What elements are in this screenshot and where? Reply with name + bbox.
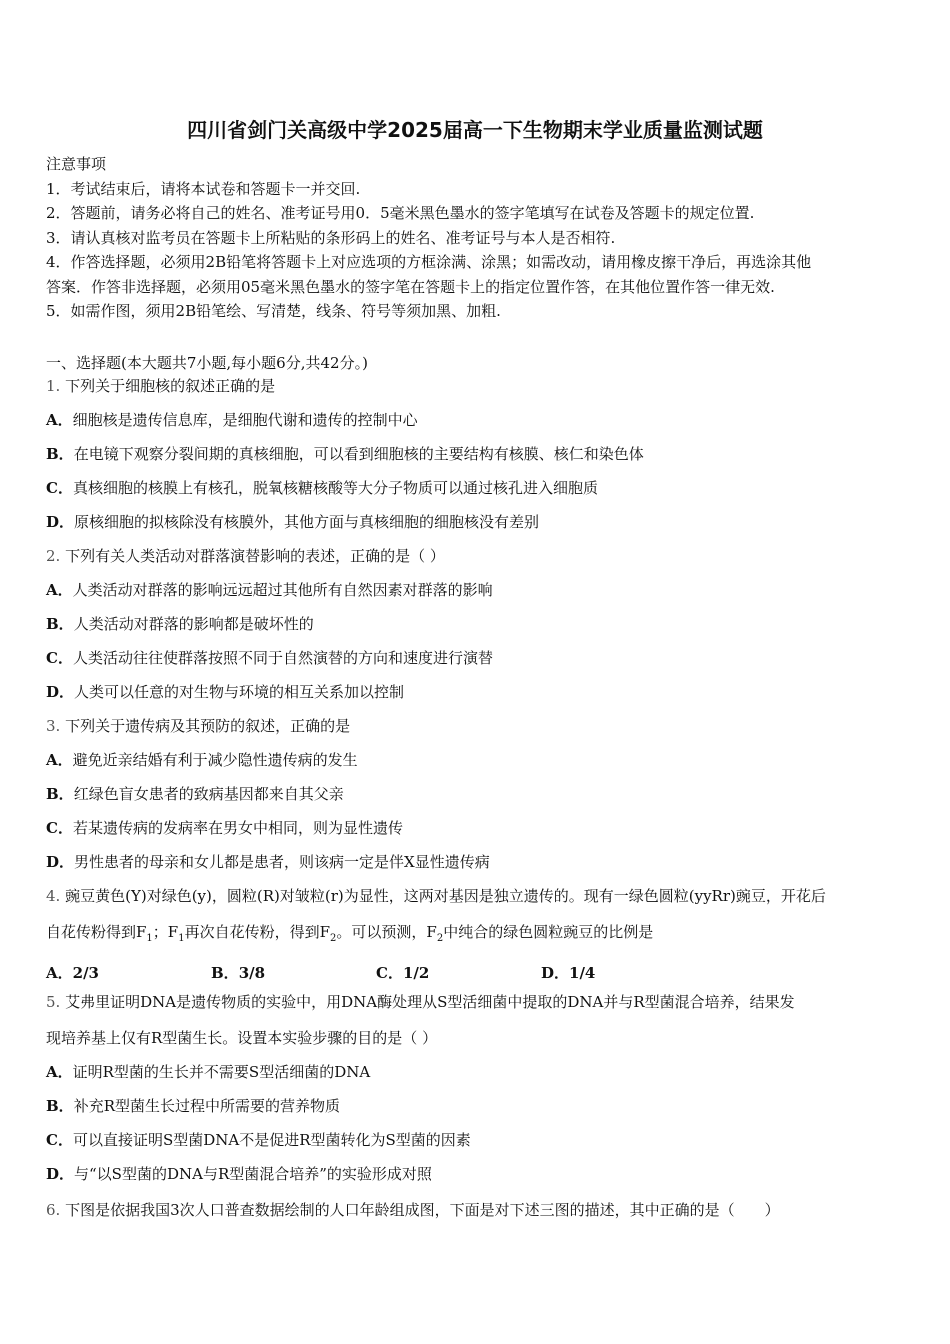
- stem-fragment: 再次自花传粉，得到F: [184, 923, 331, 941]
- option-b: [46, 612, 916, 636]
- option-text: 3/8: [238, 964, 266, 982]
- question-text: 下列有关人类活动对群落演替影响的表述，正确的是（ ）: [65, 547, 445, 565]
- option-a: [46, 578, 916, 602]
- subscript: 1: [146, 933, 153, 944]
- question-stem-continued: [46, 920, 916, 951]
- subscript: 1: [178, 933, 185, 944]
- stem-fragment: 中纯合的绿色圆粒豌豆的比例是: [443, 923, 654, 941]
- question-text: 下列关于细胞核的叙述正确的是: [65, 377, 276, 395]
- option-letter: C．: [46, 479, 73, 497]
- option-c: [46, 476, 916, 500]
- stem-fragment: 自花传粉得到F: [46, 923, 147, 941]
- option-letter: C．: [46, 819, 73, 837]
- option-c: [46, 1128, 916, 1152]
- question-number: 6.: [46, 1201, 61, 1219]
- option-letter: B．: [46, 615, 74, 633]
- stem-fragment: 。可以预测，F: [336, 923, 437, 941]
- notes-section: [46, 152, 916, 324]
- option-a: [46, 748, 916, 772]
- option-text: 男性患者的母亲和女儿都是患者，则该病一定是伴X显性遗传病: [74, 853, 490, 871]
- option-a: [46, 1060, 916, 1084]
- option-letter: D．: [541, 964, 570, 982]
- question-number: 2.: [46, 547, 61, 565]
- option-text: 细胞核是遗传信息库，是细胞代谢和遗传的控制中心: [72, 411, 418, 429]
- note-item: 3．请认真核对监考员在答题卡上所粘贴的条形码上的姓名、准考证号与本人是否相符.: [46, 228, 616, 247]
- option-letter: C．: [46, 649, 73, 667]
- option-b: [46, 1094, 916, 1118]
- option-text: 红绿色盲女患者的致病基因都来自其父亲: [73, 785, 344, 803]
- options-row: [46, 961, 916, 985]
- page-title: 四川省剑门关高级中学2025届高一下生物期末学业质量监测试题: [187, 118, 763, 142]
- note-item: 答案．作答非选择题，必须用05毫米黑色墨水的签字笔在答题卡上的指定位置作答，在其他位置作答一律无效.: [46, 277, 775, 296]
- option-letter: A．: [46, 964, 73, 982]
- option-c: [376, 961, 541, 985]
- question-4: [46, 884, 916, 985]
- question-number: 4.: [46, 887, 61, 905]
- option-text: 与“以S型菌的DNA与R型菌混合培养”的实验形成对照: [74, 1165, 432, 1183]
- question-6: [46, 1198, 916, 1222]
- question-1: [46, 374, 916, 534]
- option-text: 人类活动对群落的影响远远超过其他所有自然因素对群落的影响: [72, 581, 493, 599]
- question-text: 下图是依据我国3次人口普查数据绘制的人口年龄组成图，下面是对下述三图的描述，其中正确的是（ ）: [65, 1201, 780, 1219]
- option-letter: B．: [211, 964, 239, 982]
- question-text: 豌豆黄色(Y)对绿色(y)，圆粒(R)对皱粒(r)为显性，这两对基因是独立遗传的。现有一绿色圆粒(yyRr)豌豆，开花后: [65, 887, 826, 905]
- question-stem: [46, 544, 916, 568]
- note-item: 1．考试结束后，请将本试卷和答题卡一并交回.: [46, 179, 361, 198]
- question-3: [46, 714, 916, 874]
- question-stem: [46, 714, 916, 738]
- option-d: [541, 961, 706, 985]
- option-letter: C．: [46, 1131, 73, 1149]
- option-letter: D．: [46, 683, 75, 701]
- option-letter: A．: [46, 751, 73, 769]
- note-item: 5．如需作图，须用2B铅笔绘、写清楚，线条、符号等须加黑、加粗.: [46, 302, 501, 320]
- option-text: 1/2: [402, 964, 430, 982]
- question-5: [46, 990, 916, 1186]
- option-letter: B．: [46, 785, 74, 803]
- option-text: 1/4: [569, 964, 596, 982]
- note-item: 2．答题前，请务必将自己的姓名、准考证号用0．5毫米黑色墨水的签字笔填写在试卷及答题卡的规定位置.: [46, 204, 755, 222]
- option-c: [46, 646, 916, 670]
- subscript: 2: [436, 933, 444, 944]
- stem-fragment: ；F: [152, 923, 179, 941]
- note-item: 4．作答选择题，必须用2B铅笔将答题卡上对应选项的方框涂满、涂黑；如需改动，请用橡皮擦干净后，再选涂其他: [46, 253, 812, 271]
- option-a: [46, 961, 211, 985]
- option-d: [46, 680, 916, 704]
- section-heading: 一、选择题(本大题共7小题,每小题6分,共42分。): [46, 354, 368, 372]
- option-letter: D．: [46, 513, 75, 531]
- option-text: 人类活动往往使群落按照不同于自然演替的方向和速度进行演替: [72, 649, 493, 667]
- option-a: [46, 408, 916, 432]
- option-letter: A．: [46, 581, 73, 599]
- option-d: [46, 510, 916, 534]
- option-text: 在电镜下观察分裂间期的真核细胞，可以看到细胞核的主要结构有核膜、核仁和染色体: [73, 445, 644, 463]
- question-stem: [46, 1198, 916, 1222]
- question-number: 1.: [46, 377, 61, 395]
- option-letter: A．: [46, 1063, 73, 1081]
- option-d: [46, 850, 916, 874]
- option-b: [46, 442, 916, 466]
- question-stem: [46, 374, 916, 398]
- option-text: 原核细胞的拟核除没有核膜外，其他方面与真核细胞的细胞核没有差别: [74, 513, 540, 531]
- question-2: [46, 544, 916, 704]
- question-text: 下列关于遗传病及其预防的叙述，正确的是: [65, 717, 351, 735]
- option-letter: D．: [46, 1165, 75, 1183]
- option-text: 2/3: [72, 964, 99, 982]
- option-letter: A．: [46, 411, 73, 429]
- option-text: 若某遗传病的发病率在男女中相同，则为显性遗传: [72, 819, 403, 837]
- question-stem: [46, 990, 916, 1014]
- option-d: [46, 1162, 916, 1186]
- option-text: 人类活动对群落的影响都是破坏性的: [73, 615, 314, 633]
- question-text: 艾弗里证明DNA是遗传物质的实验中，用DNA酶处理从S型活细菌中提取的DNA并与R型菌混合培养，结果发: [65, 993, 795, 1011]
- option-text: 证明R型菌的生长并不需要S型活细菌的DNA: [72, 1063, 371, 1081]
- option-b: [46, 782, 916, 806]
- option-text: 人类可以任意的对生物与环境的相互关系加以控制: [74, 683, 405, 701]
- notes-heading: 注意事项: [46, 155, 107, 173]
- option-text: 补充R型菌生长过程中所需要的营养物质: [73, 1097, 340, 1115]
- option-letter: D．: [46, 853, 75, 871]
- option-letter: B．: [46, 1097, 74, 1115]
- option-b: [211, 961, 376, 985]
- question-number: 3.: [46, 717, 61, 735]
- option-letter: C．: [376, 964, 403, 982]
- subscript: 2: [330, 933, 337, 944]
- option-letter: B．: [46, 445, 74, 463]
- option-text: 可以直接证明S型菌DNA不是促进R型菌转化为S型菌的因素: [72, 1131, 471, 1149]
- option-text: 真核细胞的核膜上有核孔，脱氧核糖核酸等大分子物质可以通过核孔进入细胞质: [72, 479, 598, 497]
- question-stem-continued: 现培养基上仅有R型菌生长。设置本实验步骤的目的是（ ）: [46, 1029, 438, 1047]
- question-stem: [46, 884, 916, 908]
- question-number: 5.: [46, 993, 61, 1011]
- option-c: [46, 816, 916, 840]
- option-text: 避免近亲结婚有利于减少隐性遗传病的发生: [72, 751, 358, 769]
